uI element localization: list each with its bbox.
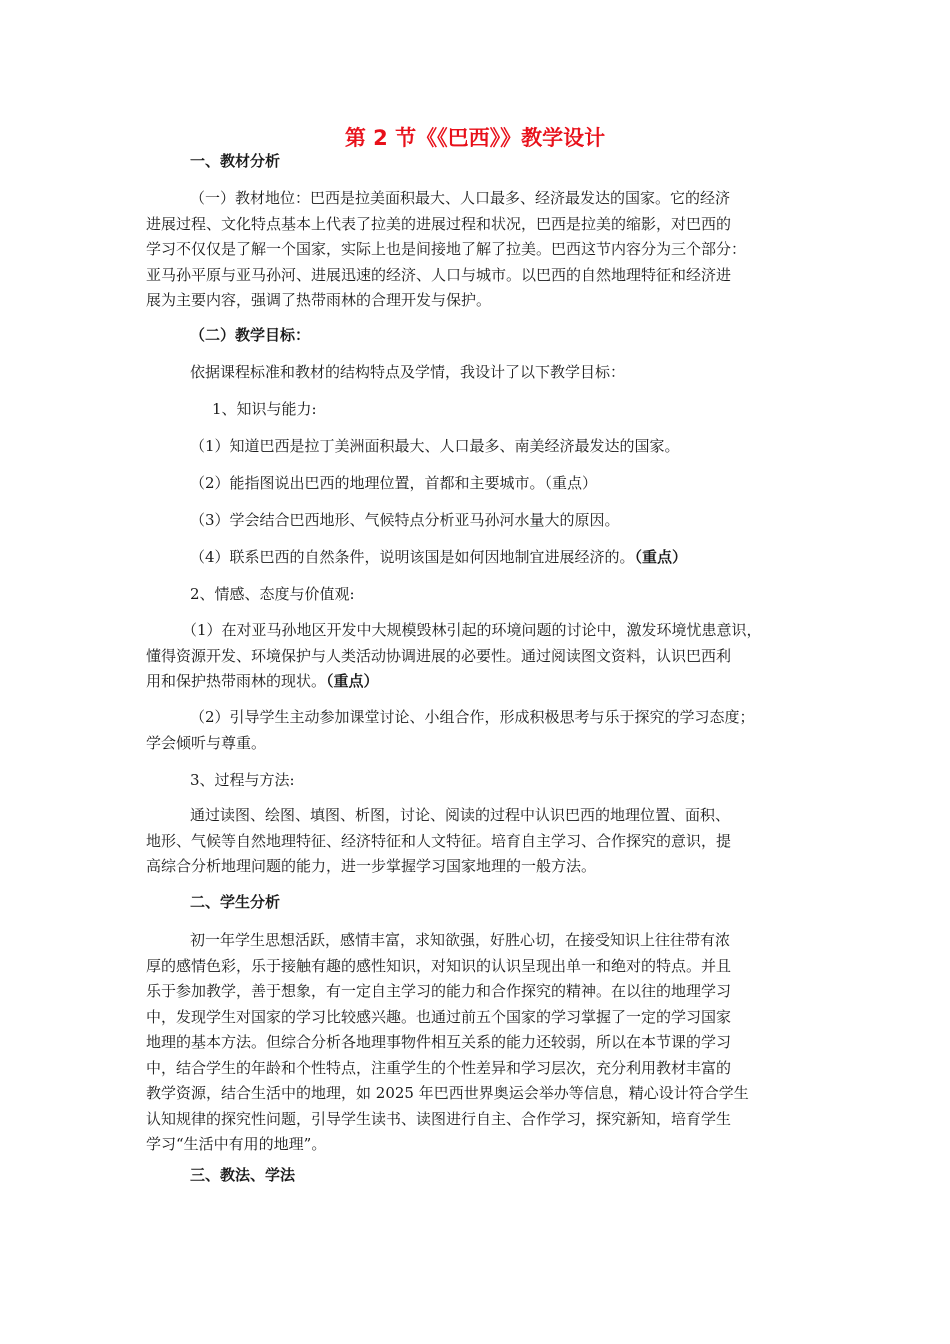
- text-line: 认知规律的探究性问题，引导学生读书、读图进行自主、合作学习，探究新知，培育学生: [146, 1109, 732, 1128]
- text-line: 通过读图、绘图、填图、析图，讨论、阅读的过程中认识巴西的地理位置、面积、: [190, 806, 731, 824]
- text-line: 中，结合学生的年龄和个性特点，注重学生的个性差异和学习层次，充分利用教材丰富的: [146, 1058, 732, 1077]
- text-line: 中，发现学生对国家的学习比较感兴趣。也通过前五个国家的学习掌握了一定的学习国家: [146, 1007, 732, 1026]
- text-line: （2）引导学生主动参加课堂讨论、小组合作，形成积极思考与乐于探究的学习态度；: [190, 708, 755, 726]
- text-line: 初一年学生思想活跃，感情丰富，求知欲强，好胜心切，在接受知识上往往带有浓: [190, 931, 731, 949]
- goal-item-e1-tail: 用和保护热带雨林的现状。: [146, 672, 327, 690]
- text-line: 教学资源，结合生活中的地理，如 2025 年巴西世界奥运会举办等信息，精心设计符合学生: [146, 1084, 749, 1102]
- goal-item-e2: [146, 705, 826, 756]
- goal-item-e1: [146, 618, 836, 695]
- text-line: 学习“生活中有用的地理”。: [146, 1135, 327, 1153]
- paragraph-material-position: [146, 186, 826, 314]
- goal-item-k4: [190, 545, 687, 571]
- text-line: 地形、气候等自然地理特征、经济特征和人文特征。培育自主学习、合作探究的意识，提: [146, 831, 732, 850]
- section-heading-students: 二、学生分析: [190, 893, 281, 911]
- text-line: （1）在对亚马孙地区开发中大规模毁林引起的环境问题的讨论中，激发环境忧患意识，: [182, 621, 762, 639]
- text-line: 学会倾听与尊重。: [146, 733, 267, 752]
- subheading-teaching-goals: （二）教学目标：: [190, 326, 311, 344]
- text-line: 展为主要内容，强调了热带雨林的合理开发与保护。: [146, 291, 492, 309]
- key-point-mark: （重点）: [634, 548, 688, 566]
- goal-item-k1: （1）知道巴西是拉丁美洲面积最大、人口最多、南美经济最发达的国家。: [190, 437, 680, 455]
- goal-heading-knowledge: 1、知识与能力:: [212, 400, 317, 418]
- text-line: 进展过程、文化特点基本上代表了拉美的进展过程和状况，巴西是拉美的缩影，对巴西的: [146, 214, 732, 233]
- text-line: [146, 669, 836, 695]
- goal-heading-method: 3、过程与方法:: [190, 771, 295, 789]
- section-heading-methods: 三、教法、学法: [190, 1166, 296, 1184]
- text-line: 懂得资源开发、环境保护与人类活动协调进展的必要性。通过阅读图文资料，认识巴西利: [146, 646, 732, 665]
- text-line: 乐于参加教学，善于想象，有一定自主学习的能力和合作探究的精神。在以往的地理学习: [146, 982, 732, 1000]
- text-line: 亚马孙平原与亚马孙河、进展迅速的经济、人口与城市。以巴西的自然地理特征和经济进: [146, 265, 732, 284]
- paragraph-student-analysis: [146, 928, 826, 1158]
- text-line: 学习不仅仅是了解一个国家，实际上也是间接地了解了拉美。巴西这节内容分为三个部分：: [146, 240, 747, 258]
- key-point-mark: （重点）: [326, 672, 379, 690]
- document-title: 第 2 节《《巴西》》教学设计: [344, 126, 606, 150]
- goals-intro: 依据课程标准和教材的结构特点及学情，我设计了以下教学目标：: [190, 363, 626, 381]
- goal-item-k4-text: （4）联系巴西的自然条件，说明该国是如何因地制宜进展经济的。: [190, 548, 635, 566]
- text-line: 厚的感情色彩，乐于接触有趣的感性知识，对知识的认识呈现出单一和绝对的特点。并且: [146, 956, 732, 975]
- goal-item-k2: （2）能指图说出巴西的地理位置，首都和主要城市。（重点）: [190, 474, 598, 492]
- text-line: 地理的基本方法。但综合分析各地理事物件相互关系的能力还较弱，所以在本节课的学习: [146, 1033, 732, 1051]
- section-heading-materials: 一、教材分析: [190, 152, 281, 170]
- text-line: 高综合分析地理问题的能力，进一步掌握学习国家地理的一般方法。: [146, 857, 597, 875]
- paragraph-method: [146, 803, 826, 880]
- goal-item-k3: （3）学会结合巴西地形、气候特点分析亚马孙河水量大的原因。: [190, 511, 620, 529]
- goal-heading-emotion: 2、情感、态度与价值观:: [190, 585, 355, 603]
- text-line: （一）教材地位：巴西是拉美面积最大、人口最多、经济最发达的国家。它的经济: [190, 189, 731, 207]
